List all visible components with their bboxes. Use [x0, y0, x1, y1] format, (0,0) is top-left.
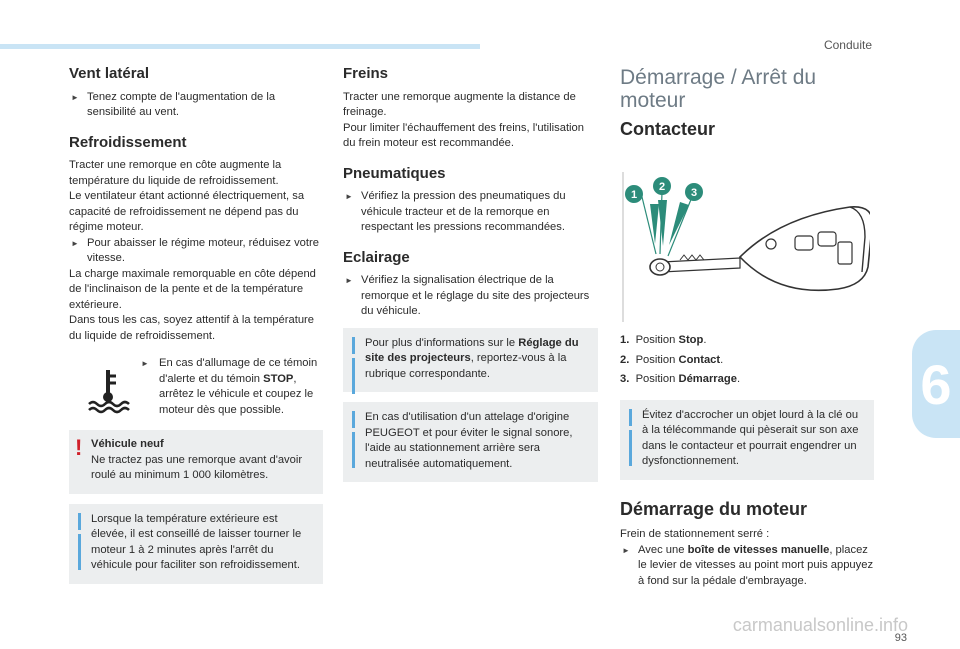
- figure-callout-1: 1: [630, 188, 638, 201]
- text-bold: Réglage du site des projecteurs: [365, 336, 579, 364]
- warning-note-new-vehicle: [69, 430, 323, 494]
- info-icon-bar: [629, 430, 632, 466]
- column-left: [69, 66, 323, 584]
- figure-callout-2: 2: [658, 180, 666, 193]
- paragraph: Dans tous les cas, soyez attentif à la température du liquide de refroidissement.: [69, 314, 315, 342]
- info-note-key: [620, 400, 874, 480]
- ignition-key-illustration: [620, 152, 870, 322]
- text-bold: STOP: [263, 372, 294, 385]
- bullet-eclairage: ► Vérifiez la signalisation électrique de la remorque et le réglage du site des projecteurs du véhicule.: [343, 273, 598, 320]
- list-item: [620, 353, 874, 369]
- bullet-pneumatiques: ► Vérifiez la pression des pneumatiques du véhicule tracteur et de la remorque en respectant les pressions recommandées.: [343, 189, 598, 236]
- text-run: Position: [635, 353, 679, 366]
- info-note-attelage: [343, 402, 598, 482]
- figure-callout-3: 3: [690, 186, 698, 199]
- list-item: [620, 333, 874, 349]
- info-icon: [352, 337, 355, 354]
- info-icon: [352, 411, 355, 428]
- text-run: , placez le levier de vitesses au point mort puis appuyez à fond sur la pédale d'embrayage.: [638, 543, 874, 587]
- chapter-number: 6: [920, 352, 952, 416]
- warning-lamp-block: [69, 356, 323, 418]
- paragraph: Pour limiter l'échauffement des freins, l'utilisation du frein moteur est recommandée.: [343, 121, 584, 149]
- text-run: .: [736, 373, 741, 385]
- note-text: Évitez d'accrocher un objet lourd à la clé ou à la télécommande qui pèserait sur son axe dans le contacteur et pourrait engendrer un dysfonctionnement.: [642, 408, 859, 467]
- list-item: [620, 372, 874, 388]
- text-bold: Stop: [678, 334, 704, 346]
- note-text: [365, 336, 588, 383]
- note-text: Ne tractez pas une remorque avant d'avoir roulé au minimum 1 000 kilomètres.: [91, 453, 303, 481]
- paragraph: Tracter une remorque en côte augmente la température du liquide de refroidissement.: [69, 159, 282, 187]
- text-run: Avec une: [638, 543, 688, 556]
- column-middle: [343, 66, 598, 482]
- note-text: Lorsque la température extérieure est élevée, il est conseillé de laisser tourner le moteur 1 à 2 minutes après l'arrêt du véhicule pour faciliter son refroidissement.: [91, 512, 302, 571]
- chapter-tab: [912, 330, 960, 438]
- column-right: [620, 66, 874, 589]
- info-note-cooling: [69, 504, 323, 584]
- warning-exclamation-icon: !: [75, 435, 83, 460]
- note-text: En cas d'utilisation d'un attelage d'origine PEUGEOT et pour éviter le signal sonore, l'aide au stationnement arrière sera neutralisée automatiquement.: [365, 411, 573, 470]
- text-bold: Contact: [678, 353, 721, 366]
- text-run: Pour plus d'informations sur le: [365, 336, 519, 349]
- heading-refroidissement: Refroidissement: [69, 133, 187, 151]
- bullet-vent: ► Tenez compte de l'augmentation de la sensibilité au vent.: [69, 90, 323, 121]
- text-bold: Démarrage: [678, 373, 737, 385]
- info-icon-bar: [78, 534, 81, 570]
- text-run: , arrêtez le véhicule et coupez le moteur dès que possible.: [159, 372, 314, 416]
- paragraph: Frein de stationnement serré :: [620, 528, 770, 540]
- heading-vent-lateral: Vent latéral: [69, 65, 150, 82]
- bullet-regime: ► Pour abaisser le régime moteur, réduisez votre vitesse.: [69, 236, 323, 267]
- text-run: , reportez-vous à la rubrique correspondante.: [365, 352, 567, 380]
- heading-eclairage: Eclairage: [343, 248, 410, 266]
- text-bold: boîte de vitesses manuelle: [687, 543, 830, 556]
- info-icon: [78, 513, 81, 530]
- text-run: .: [703, 334, 707, 346]
- heading-pneumatiques: Pneumatiques: [343, 164, 446, 182]
- text-run: Position: [635, 334, 679, 346]
- bullet-warning-lamp: [141, 356, 323, 418]
- paragraph: Le ventilateur étant actionné électriquement, sa capacité de refroidissement ne dépend pas du régime moteur.: [69, 190, 305, 233]
- text-run: Position: [635, 373, 679, 385]
- page-title: Démarrage / Arrêt du moteur: [620, 66, 817, 112]
- heading-freins: Freins: [343, 65, 389, 82]
- item-number: 1.: [620, 334, 630, 346]
- page-number: 93: [894, 632, 907, 644]
- watermark: carmanualsonline.info: [732, 615, 908, 635]
- info-icon-bar: [352, 358, 355, 394]
- paragraph: La charge maximale remorquable en côte dépend de l'inclinaison de la pente et de la température extérieure.: [69, 267, 316, 311]
- item-number: 3.: [620, 373, 630, 385]
- heading-demarrage-moteur: Démarrage du moteur: [620, 498, 808, 519]
- header-accent-bar: [0, 44, 480, 49]
- position-list: [620, 333, 874, 388]
- note-title-text: Véhicule neuf: [91, 438, 164, 450]
- item-number: 2.: [620, 353, 630, 366]
- heading-contacteur: Contacteur: [620, 119, 716, 139]
- info-icon: [629, 409, 632, 426]
- bullet-boite-manuelle: [620, 543, 874, 590]
- text-run: .: [720, 353, 724, 366]
- text-run: En cas d'allumage de ce témoin d'alerte et du témoin: [159, 357, 318, 385]
- info-icon-bar: [352, 432, 355, 468]
- note-title: [91, 437, 313, 453]
- coolant-temperature-icon: [83, 364, 133, 414]
- info-note-projecteurs: [343, 328, 598, 393]
- paragraph: Tracter une remorque augmente la distance de freinage.: [343, 90, 576, 118]
- section-label: Conduite: [823, 38, 872, 52]
